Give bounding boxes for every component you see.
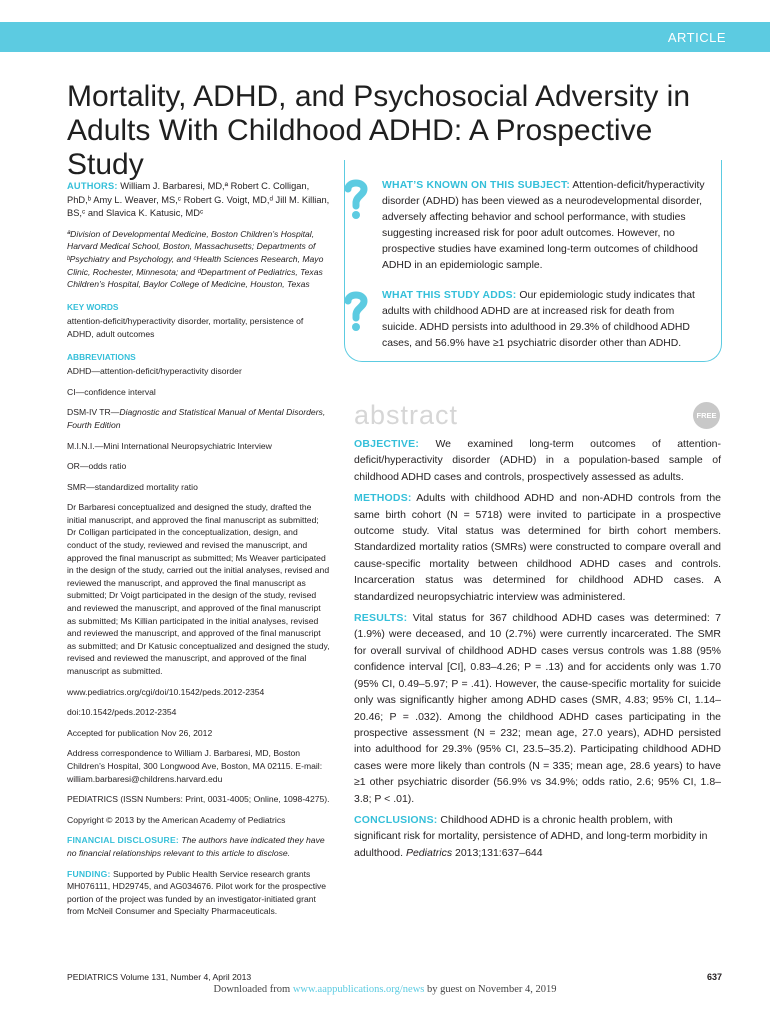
methods-label: METHODS: (354, 492, 412, 505)
key-words-label: KEY WORDS (67, 301, 119, 312)
abstract-methods (354, 490, 721, 605)
correspondence: Address correspondence to William J. Barbaresi, MD, Boston Children’s Hospital, 300 Longwood Ave, Boston, MA 02115. E-mail: william.barbaresi@childrens.harvard.edu (67, 748, 323, 784)
abbreviation-dsm-prefix: DSM-IV TR— (67, 407, 120, 418)
methods-text: Adults with childhood ADHD and non-ADHD controls from the same birth cohort (N = 5718) were invited to participate in a prospective outcome study. Vital status was determined for birth cohort members. Standardized mortality ratios (SMRs) were constructed to compare overall and cause-specific mortality between childhood ADHD cases and controls. Incarceration status was determined for childhood ADHD cases. A standardized neuropsychiatric interview was administered. (354, 492, 721, 603)
abstract-body (354, 436, 721, 866)
abbreviation-item: ADHD—attention-deficit/hyperactivity disorder (67, 366, 242, 377)
what-study-adds-label: WHAT THIS STUDY ADDS: (382, 290, 517, 301)
article-url[interactable]: www.pediatrics.org/cgi/doi/10.1542/peds.2012-2354 (67, 686, 265, 697)
abbreviations-list (67, 365, 330, 493)
conclusions-label: CONCLUSIONS: (354, 813, 438, 826)
page-number: 637 (706, 972, 722, 982)
affiliations: ªDivision of Developmental Medicine, Boston Children’s Hospital, Harvard Medical School, Boston, Massachusetts; Departments of ᵇPsychiatry and Psychology, and ᶜHealth Sciences Research, Mayo Clinic, Rochester, Minnesota; and ᵈDepartment of Pediatrics, Texas Children’s Hospital, Baylor College of Medicine, Houston, Texas (67, 228, 324, 290)
abbreviations-label: ABBREVIATIONS (67, 351, 136, 362)
key-words-text: attention-deficit/hyperactivity disorder, mortality, persistence of ADHD, adult outcomes (67, 316, 304, 339)
accepted-date: Accepted for publication Nov 26, 2012 (67, 727, 213, 738)
journal-name: Pediatrics (405, 846, 453, 859)
funding-text: Supported by Public Health Service research grants MH076111, HD29745, and AG034676. Pilot work for the prospective portion of the project was funded by an investigator-initiated grant from McNeil Consumer and Specialty Pharmaceuticals. (67, 868, 327, 917)
authors-text: William J. Barbaresi, MD,ª Robert C. Colligan, PhD,ᵇ Amy L. Weaver, MS,ᶜ Robert G. Voigt, MD,ᵈ Jill M. Killian, BS,ᶜ and Slavica K. Katusic, MDᶜ (67, 181, 330, 219)
abbreviation-item: OR—odds ratio (67, 461, 127, 472)
download-link[interactable]: www.aappublications.org/news (292, 984, 425, 995)
author-contributions: Dr Barbaresi conceptualized and designed the study, drafted the initial manuscript, and approved the final manuscript as submitted; Dr Colligan participated in the conceptualization, design, and conduct of the study, reviewed and revised the manuscript, and approved the final manuscript as submitted; Ms Weaver participated in the design of the study, carried out the initial analyses, revised and reviewed the manuscript, and approved the final manuscript as submitted; Dr Voigt participated in the design of the study, revised and reviewed the manuscript, and approved of the final manuscript as submitted; Ms Killian participated in the initial analyses, revised and reviewed the manuscript, and approved of the final manuscript as submitted; and Dr Katusic conceptualized and designed the study, revised and reviewed the manuscript, and approved of the final manuscript as submitted. (67, 502, 330, 676)
left-column (67, 180, 330, 926)
abstract-conclusions (354, 812, 721, 861)
download-suffix: by guest on November 4, 2019 (427, 984, 557, 995)
whats-known (382, 178, 710, 274)
download-notice (0, 984, 770, 995)
download-prefix: Downloaded from (213, 984, 291, 995)
whats-known-text: Attention-deficit/hyperactivity disorder (ADHD) has been viewed as a neurodevelopmental disorder, adversely affecting behavior and school performance, with studies suggesting increased risk for poor adult outcomes. However, no prospective studies have examined long-term outcomes of childhood ADHD in an epidemiologic sample. (382, 180, 705, 271)
abstract-heading: abstract (354, 400, 459, 430)
what-study-adds (382, 288, 710, 352)
financial-text: The authors have indicated they have no financial relationships relevant to this article to disclose. (67, 835, 325, 858)
funding (67, 868, 330, 918)
abbreviation-item: M.I.N.I.—Mini International Neuropsychiatric Interview (67, 440, 272, 451)
conclusions-text: Childhood ADHD is a chronic health problem, with significant risk for mortality, persistence of ADHD, and long-term morbidity in adulthood. (354, 813, 708, 859)
copyright: Copyright © 2013 by the American Academy of Pediatrics (67, 814, 286, 825)
article-banner (0, 22, 770, 52)
abbreviation-item (67, 406, 330, 431)
authors-label: AUTHORS: (67, 181, 118, 191)
abstract-results (354, 610, 721, 807)
financial-disclosure (67, 834, 330, 859)
section-label: ARTICLE (667, 30, 726, 45)
issn: PEDIATRICS (ISSN Numbers: Print, 0031-4005; Online, 1098-4275). (67, 794, 330, 805)
authors (67, 180, 330, 221)
results-text: Vital status for 367 childhood ADHD cases was determined: 7 (1.9%) were deceased, and 10 (2.7%) were currently incarcerated. The SMR for overall survival of childhood ADHD cases versus controls was 1.88 (95% confidence interval [CI], 0.83–4.26; P = .13) and for accidents only was 1.70 (95% CI, 0.49–5.97; P = .41). However, the cause-specific mortality for suicide only was significantly higher among ADHD cases (SMR, 4.83; 95% CI, 1.14–20.46; P = .032). Among the childhood ADHD cases participating in the prospective assessment (N = 232; mean age, 27.0 years), ADHD persisted into adulthood for 29.3% (95% CI, 23.5–35.2). Participating childhood ADHD cases were more likely than controls (N = 335; mean age, 28.6 years) to have ≥1 other psychiatric disorder (56.9% vs 34.9%; odds ratio, 2.6; 95% CI, 1.8–3.8; P < .01). (354, 612, 721, 805)
article-doi: doi:10.1542/peds.2012-2354 (67, 707, 177, 718)
question-mark-icon (341, 290, 371, 332)
footer-journal: PEDIATRICS Volume 131, Number 4, April 2013 (67, 972, 252, 982)
objective-label: OBJECTIVE: (354, 438, 420, 450)
free-badge: FREE (693, 402, 720, 429)
results-label: RESULTS: (354, 612, 408, 625)
funding-label: FUNDING: (67, 868, 111, 879)
abstract-objective (354, 436, 721, 485)
question-mark-icon (341, 178, 371, 220)
whats-known-label: WHAT’S KNOWN ON THIS SUBJECT: (382, 180, 571, 191)
what-study-adds-text: Our epidemiologic study indicates that adults with childhood ADHD are at increased risk for death from suicide. ADHD persists into adulthood in 29.3% of childhood ADHD cases, and 56.9% have ≥1 psychiatric disorder other than ADHD. (382, 290, 695, 349)
article-title: Mortality, ADHD, and Psychosocial Adversity in Adults With Childhood ADHD: A Prospective Study (67, 80, 691, 181)
citation: 2013;131:637–644 (455, 846, 543, 859)
abbreviation-dsm-text: Diagnostic and Statistical Manual of Mental Disorders, Fourth Edition (67, 407, 326, 430)
financial-label: FINANCIAL DISCLOSURE: (67, 835, 179, 846)
abbreviation-item: SMR—standardized mortality ratio (67, 481, 198, 492)
objective-text: We examined long-term outcomes of attention-deficit/hyperactivity disorder (ADHD) in a population-based sample of childhood ADHD cases and controls, prospectively assessed as adults. (354, 438, 721, 483)
abbreviation-item: CI—confidence interval (67, 386, 156, 397)
